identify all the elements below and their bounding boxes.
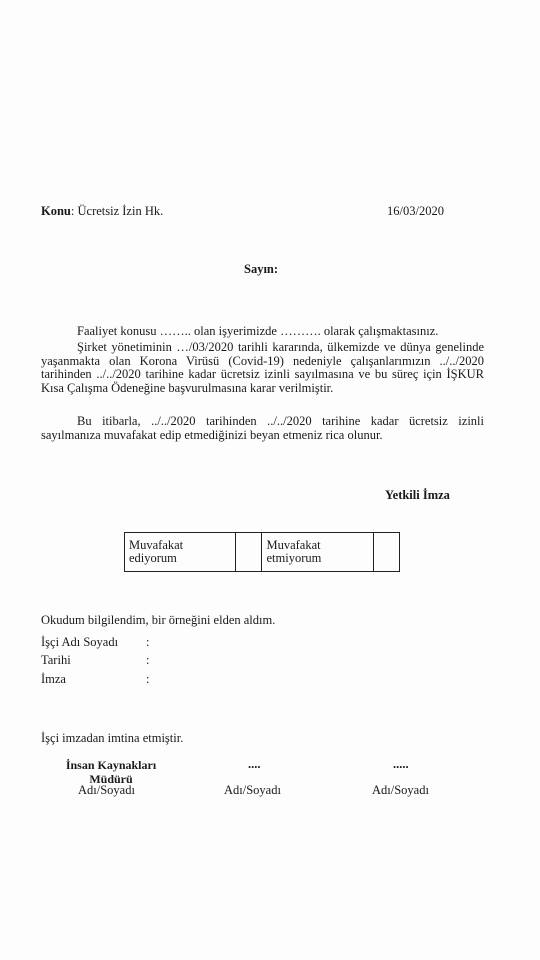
date-colon: : (146, 653, 150, 667)
subject-label: Konu (41, 204, 71, 218)
subject-line (41, 204, 163, 219)
hr-name-label: Adı/Soyadı (78, 783, 135, 797)
witness-1-placeholder: .... (248, 757, 261, 771)
acknowledgement-statement: Okudum bilgilendim, bir örneğini elden aldım. (41, 613, 276, 627)
consent-table (124, 532, 400, 572)
signature-label: İmza (41, 672, 66, 686)
body-paragraph-2: Şirket yönetiminin …/03/2020 tarihli kararında, ülkemizde ve dünya genelinde yaşanmakta olan Korona Virüsü (Covid-19) nedeniyle çalışanlarımızın ../../2020 tarihinden ../../2020 tarihine kadar ücretsiz izinli sayılmasına ve bu süreç için İŞKUR Kısa Çalışma Ödeneğine başvurulmasına karar verilmiştir. (41, 340, 484, 395)
disagree-line-2: etmiyorum (266, 551, 322, 565)
witness-2-placeholder: ..... (393, 757, 409, 771)
subject-text: : Ücretsiz İzin Hk. (70, 204, 164, 218)
witness-1-name-label: Adı/Soyadı (224, 783, 281, 797)
consent-agree-checkbox[interactable] (236, 533, 262, 572)
employee-name-colon: : (146, 635, 150, 649)
refusal-note: İşçi imzadan imtina etmiştir. (41, 731, 184, 745)
body-paragraph-1: Faaliyet konusu …….. olan işyerimizde ………. olarak çalışmaktasınız. (77, 324, 439, 338)
employee-name-label: İşçi Adı Soyadı (41, 635, 119, 649)
document-date: 16/03/2020 (387, 204, 444, 218)
date-label: Tarihi (41, 653, 71, 667)
witness-2-name-label: Adı/Soyadı (372, 783, 429, 797)
consent-disagree-checkbox[interactable] (373, 533, 399, 572)
disagree-line-1: Muvafakat (266, 538, 321, 552)
hr-manager-title: İnsan Kaynakları Müdürü (65, 758, 157, 786)
consent-agree-label (125, 533, 236, 572)
authorized-signature-label: Yetkili İmza (385, 488, 450, 502)
signature-colon: : (146, 672, 150, 686)
agree-line-1: Muvafakat (129, 538, 184, 552)
body-paragraph-3: Bu itibarla, ../../2020 tarihinden ../../2020 tarihine kadar ücretsiz izinli sayılmanıza muvafakat edip etmediğinizi beyan etmeniz rica olunur. (41, 414, 484, 442)
consent-disagree-label (262, 533, 373, 572)
salutation: Sayın: (244, 262, 279, 276)
agree-line-2: ediyorum (129, 551, 177, 565)
